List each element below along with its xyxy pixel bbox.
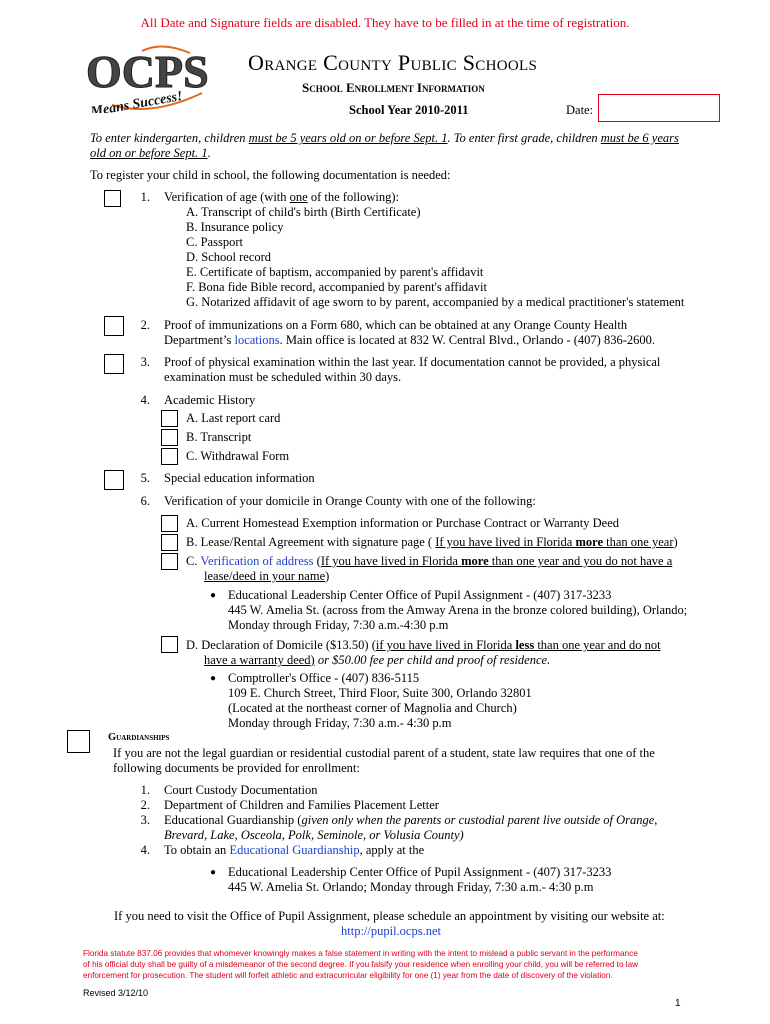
age-doc-option: A. Transcript of child's birth (Birth Certificate) [186,205,421,219]
homestead-checkbox[interactable] [161,515,178,532]
list-number: 3. [140,813,150,827]
comptroller-address-line: Monday through Friday, 7:30 a.m.- 4:30 p.m [228,716,452,730]
guardianships-heading: Guardianships [108,732,170,743]
doc-text: , apply at the [359,843,425,857]
address-verification-option-cont [204,569,329,584]
locations-link[interactable]: locations [234,333,280,347]
item-number: 2. [140,318,150,332]
comptroller-address-line: 109 E. Church Street, Third Floor, Suite 300, Orlando 32801 [228,686,532,700]
declaration-domicile-option-cont [204,653,550,668]
bullet-icon: ● [210,590,217,601]
special-education-checkbox[interactable] [104,470,124,490]
age-verification-title [164,190,399,205]
transcript-checkbox[interactable] [161,429,178,446]
office-address-line: Monday through Friday, 7:30 a.m.-4:30 p.m [228,618,449,632]
bullet-icon: ● [210,867,217,878]
academic-option: A. Last report card [186,411,281,425]
date-field[interactable] [598,94,720,122]
option-text-underlined: than one year and do not [534,638,661,652]
item-text: . Main office is located at 832 W. Central Blvd., Orlando - (407) 836-2600. [279,333,655,347]
item-number: 3. [140,355,150,369]
option-text: ( [313,554,321,568]
address-verification-checkbox[interactable] [161,553,178,570]
pupil-office-line: 445 W. Amelia St. Orlando; Monday through Friday, 7:30 a.m.- 4:30 p.m [228,880,594,894]
statute-notice [83,948,638,981]
doc-text: To obtain an [164,843,230,857]
immunization-text: Proof of immunizations on a Form 680, which can be obtained at any Orange County Health [164,318,628,332]
guardianship-text: If you are not the legal guardian or residential custodial parent of a student, state law requires that one of the [113,746,655,760]
declaration-domicile-option [186,638,661,653]
item-number: 5. [140,471,150,485]
guardianship-text-cont: following documents be provided for enrollment: [113,761,360,775]
age-req-text: To enter kindergarten, children [90,131,249,145]
item-number: 6. [140,494,150,508]
option-text-bold: more [461,554,489,568]
comptroller-address-line: Comptroller's Office - (407) 836-5115 [228,671,420,685]
doc-text-italic: given only when the parents or custodial parent live outside of Orange, [301,813,658,827]
age-doc-option: C. Passport [186,235,243,249]
pupil-website-link[interactable]: http://pupil.ocps.net [341,924,441,938]
option-text-underlined: than one year [603,535,674,549]
item-number: 4. [140,393,150,407]
guardianship-doc: Court Custody Documentation [164,783,318,797]
list-number: 4. [140,843,150,857]
report-card-checkbox[interactable] [161,410,178,427]
lease-option [186,535,678,550]
option-text-bold: more [575,535,604,549]
guardianship-doc [164,813,657,828]
guardianship-doc: Department of Children and Families Placement Letter [164,798,439,812]
option-text-underlined: if you have lived in Florida [375,638,516,652]
guardianship-doc [164,843,424,858]
option-text-underlined: lease/deed in your name [204,569,326,583]
statute-line: of his official duty shall be guilty of a misdemeanor of the second degree. If you falsify your residence when enrolling your child, you will be referred to law [83,960,639,969]
option-text-underlined: If you have lived in Florida [320,554,462,568]
age-requirements-cont [90,146,211,161]
statute-line: Florida statute 837.06 provides that whomever knowingly makes a false statement in writing with the intent to mislead a public servant in the performance [83,949,638,958]
special-education-text: Special education information [164,471,315,485]
age-requirements [90,131,679,146]
withdrawal-form-checkbox[interactable] [161,448,178,465]
option-text-underlined: have a warranty deed) [204,653,315,667]
option-text-italic: or $50.00 fee per child and proof of residence. [314,653,551,667]
age-req-first-grade: must be 6 years [600,131,679,145]
physical-exam-text: Proof of physical examination within the last year. If documentation cannot be provided, a physical [164,355,661,369]
doc-text: Educational Guardianship ( [164,813,302,827]
option-text: ) [325,569,330,583]
documentation-intro: To register your child in school, the following documentation is needed: [90,168,451,182]
item-text-underlined: one [289,190,308,204]
age-doc-option: F. Bona fide Bible record, accompanied by parent's affidavit [186,280,487,294]
disabled-fields-notice: All Date and Signature fields are disabled. They have to be filled in at the time of registration. [140,15,630,30]
age-req-period: . [207,146,211,160]
page-subtitle: School Enrollment Information [302,80,485,95]
item-text: Verification of age (with [164,190,290,204]
office-address-line: Educational Leadership Center Office of Pupil Assignment - (407) 317-3233 [228,588,612,602]
list-number: 2. [140,798,150,812]
appointment-text: If you need to visit the Office of Pupil Assignment, please schedule an appointment by visiting our website at: [114,909,665,923]
age-doc-option: D. School record [186,250,272,264]
ocps-logo [82,43,214,113]
age-req-kindergarten: must be 5 years old on or before Sept. 1 [248,131,448,145]
logo-tagline: Means Success! [89,88,184,113]
age-doc-option: E. Certificate of baptism, accompanied by parent's affidavit [186,265,484,279]
date-label: Date: [566,103,594,117]
age-doc-option: B. Insurance policy [186,220,284,234]
homestead-option: A. Current Homestead Exemption information or Purchase Contract or Warranty Deed [186,516,620,530]
option-text-bold: less [515,638,535,652]
educational-guardianship-link[interactable]: Educational Guardianship [229,843,360,857]
academic-option: C. Withdrawal Form [186,449,290,463]
item-text: of the following): [307,190,400,204]
physical-exam-text-cont: examination must be scheduled within 30 days. [164,370,402,384]
academic-history-title: Academic History [164,393,256,407]
guardianship-doc-cont: Brevard, Lake, Osceola, Polk, Seminole, or Volusia County) [164,828,464,842]
age-req-text-2: . To enter first grade, children [447,131,601,145]
declaration-domicile-checkbox[interactable] [161,636,178,653]
option-text: B. Lease/Rental Agreement with signature page ( [186,535,436,549]
revised-date: Revised 3/12/10 [83,988,149,998]
immunization-checkbox[interactable] [104,316,124,336]
physical-exam-checkbox[interactable] [104,354,124,374]
option-text: C. [186,554,201,568]
statute-line: enforcement for prosecution. The student will forfeit athletic and extracurricular eligibility for one (1) year from the date of discovery of the violation. [83,971,613,980]
option-text: ) [673,535,678,549]
comptroller-address-line: (Located at the northeast corner of Magnolia and Church) [228,701,517,715]
item-text: Department’s [164,333,235,347]
page-number: 1 [675,998,681,1009]
lease-checkbox[interactable] [161,534,178,551]
list-number: 1. [140,783,150,797]
age-req-first-grade-cont: old on or before Sept. 1 [90,146,208,160]
option-text: D. Declaration of Domicile ($13.50) ( [186,638,376,652]
address-verification-option [186,554,672,569]
verification-of-address-link[interactable]: Verification of address [200,554,314,568]
pupil-office-line: Educational Leadership Center Office of Pupil Assignment - (407) 317-3233 [228,865,612,879]
academic-option: B. Transcript [186,430,252,444]
age-verification-checkbox[interactable] [104,190,121,207]
logo-letters: OCPS [86,46,209,97]
office-address-line: 445 W. Amelia St. (across from the Amway Arena in the bronze colored building), Orlando; [228,603,688,617]
domicile-title: Verification of your domicile in Orange County with one of the following: [164,494,536,508]
age-doc-option: G. Notarized affidavit of age sworn to by parent, accompanied by a medical practitioner's statement [186,295,685,309]
immunization-text-cont [164,333,655,348]
bullet-icon: ● [210,673,217,684]
item-number: 1. [140,190,150,204]
page-title: Orange County Public Schools [248,50,538,75]
ocps-logo-graphic [82,43,214,113]
option-text-underlined: than one year and you do not have a [488,554,673,568]
option-text-underlined: If you have lived in Florida [435,535,576,549]
guardianship-checkbox[interactable] [67,730,90,753]
school-year: School Year 2010-2011 [349,103,469,117]
